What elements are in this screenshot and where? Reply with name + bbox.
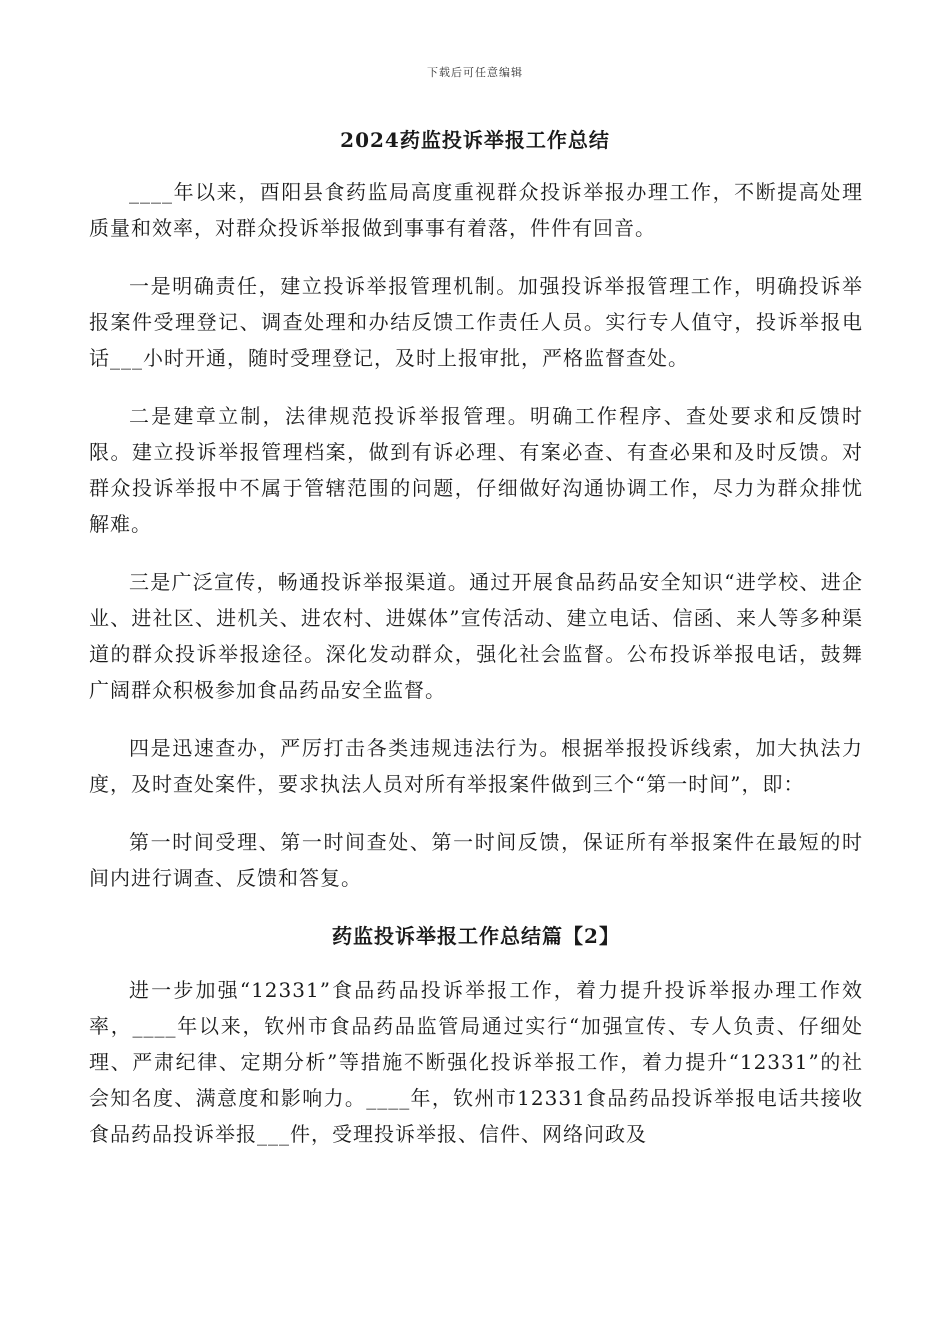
document-title: 2024药监投诉举报工作总结 bbox=[340, 128, 610, 152]
paragraph-point-2: 二是建章立制，法律规范投诉举报管理。明确工作程序、查处要求和反馈时限。建立投诉举报管理档案，做到有诉必理、有案必查、有查必果和及时反馈。对群众投诉举报中不属于管辖范围的问题，仔细做好沟通协调工作，尽力为群众排忧解难。 bbox=[89, 404, 863, 536]
section-2-title: 药监投诉举报工作总结篇【2】 bbox=[332, 924, 620, 948]
document-body bbox=[89, 174, 863, 1174]
paragraph-first-time: 第一时间受理、第一时间查处、第一时间反馈，保证所有举报案件在最短的时间内进行调查、反馈和答复。 bbox=[89, 830, 863, 890]
paragraph-point-4: 四是迅速查办，严厉打击各类违规违法行为。根据举报投诉线索，加大执法力度，及时查处案件，要求执法人员对所有举报案件做到三个“第一时间”，即： bbox=[89, 736, 863, 796]
header-note: 下载后可任意编辑 bbox=[427, 66, 523, 79]
section-2-paragraph: 进一步加强“12331”食品药品投诉举报工作，着力提升投诉举报办理工作效率，____年以来，钦州市食品药品监管局通过实行“加强宣传、专人负责、仔细处理、严肃纪律、定期分析”等措施不断强化投诉举报工作，着力提升“12331”的社会知名度、满意度和影响力。____年，钦州市12331食品药品投诉举报电话共接收食品药品投诉举报___件，受理投诉举报、信件、网络问政及 bbox=[89, 978, 863, 1146]
paragraph-point-1: 一是明确责任，建立投诉举报管理机制。加强投诉举报管理工作，明确投诉举报案件受理登记、调查处理和办结反馈工作责任人员。实行专人值守，投诉举报电话___小时开通，随时受理登记，及时上报审批，严格监督查处。 bbox=[89, 274, 863, 370]
paragraph-intro: ____年以来，酉阳县食药监局高度重视群众投诉举报办理工作，不断提高处理质量和效率，对群众投诉举报做到事事有着落，件件有回音。 bbox=[89, 180, 863, 240]
paragraph-point-3: 三是广泛宣传，畅通投诉举报渠道。通过开展食品药品安全知识“进学校、进企业、进社区、进机关、进农村、进媒体”宣传活动、建立电话、信函、来人等多种渠道的群众投诉举报途径。深化发动群众，强化社会监督。公布投诉举报电话，鼓舞广阔群众积极参加食品药品安全监督。 bbox=[89, 570, 863, 702]
